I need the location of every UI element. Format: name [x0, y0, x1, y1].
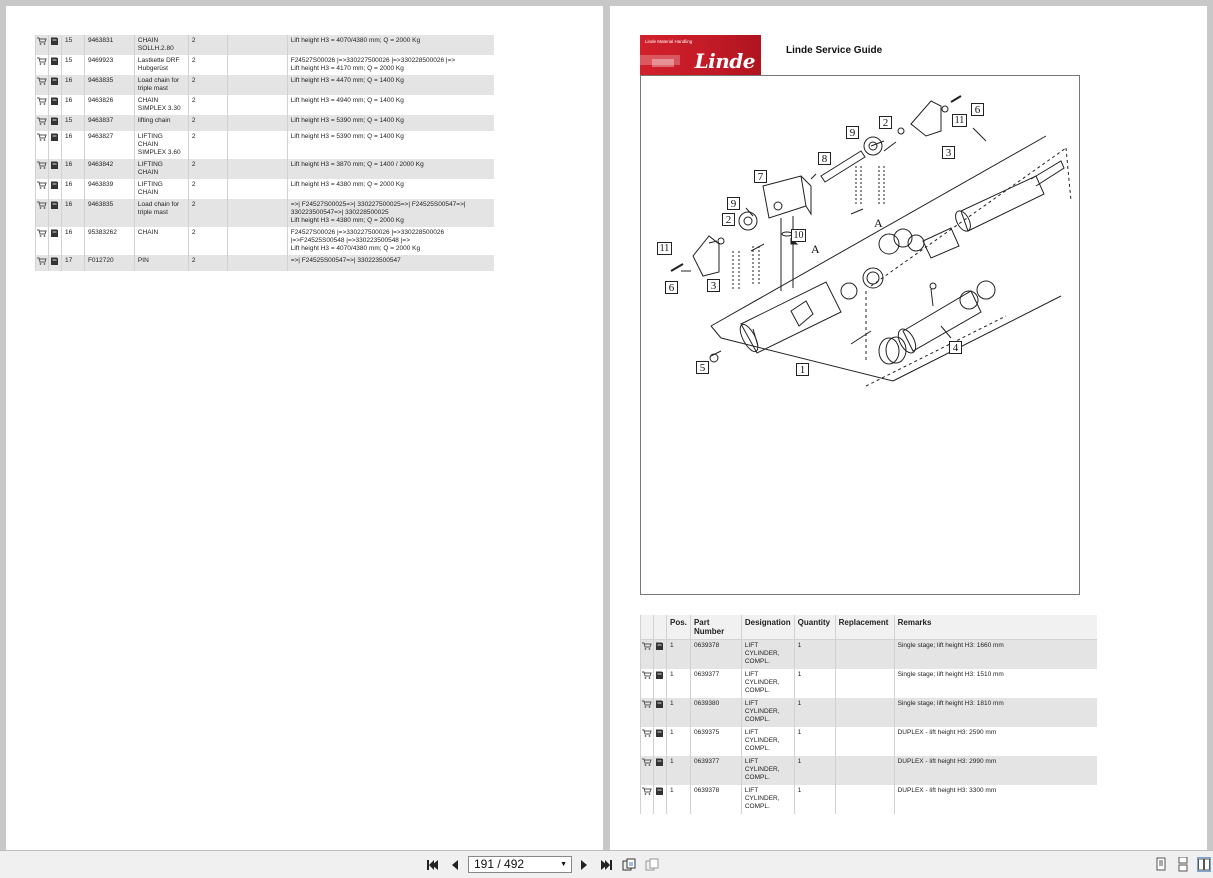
part-number-cell: 9463831 [84, 35, 134, 55]
book-cell [654, 669, 667, 698]
quantity-cell: 1 [794, 785, 835, 814]
remarks-cell-line: Lift height H3 = 4070/4380 mm; Q = 2000 Kg [290, 37, 421, 44]
designation-cell-line: LIFT [744, 786, 759, 794]
designation-cell [134, 255, 188, 271]
quantity-cell: 2 [188, 131, 227, 159]
designation-cell [134, 131, 188, 159]
pos-cell: 16 [61, 179, 84, 199]
pos-cell: 17 [61, 255, 84, 271]
quantity-cell: 2 [188, 159, 227, 179]
designation-cell-line: CYLINDER, [744, 794, 780, 802]
book-icon[interactable] [50, 181, 59, 190]
table-row [36, 75, 495, 95]
quantity-cell: 1 [794, 669, 835, 698]
remarks-cell-line: Lift height H3 = 4070/4380 mm; Q = 2000 Kg [290, 245, 421, 252]
designation-cell-line: COMPL. [744, 744, 770, 752]
table-row [36, 35, 495, 55]
add-to-cart-icon[interactable] [37, 133, 47, 141]
cart-cell [641, 785, 654, 814]
designation-cell-line: LIFTING [137, 181, 163, 188]
book-cell [49, 35, 62, 55]
book-cell [49, 255, 62, 271]
add-to-cart-icon[interactable] [642, 758, 652, 766]
designation-cell-line: SIMPLEX 3.60 [137, 149, 181, 156]
designation-cell-line: CHAIN [137, 169, 159, 176]
add-to-cart-icon[interactable] [37, 229, 47, 237]
cart-cell [36, 159, 49, 179]
table-row [36, 159, 495, 179]
right-page [610, 6, 1207, 850]
designation-cell-line: LIFT [744, 728, 759, 736]
designation-cell-line: Lastkette DRF [137, 57, 180, 64]
table-row [641, 698, 1098, 727]
remarks-cell-line: Lift height H3 = 5390 mm; Q = 1400 Kg [290, 117, 404, 124]
remarks-cell: DUPLEX - lift height H3: 2590 mm [894, 727, 1097, 756]
book-icon[interactable] [655, 787, 664, 796]
book-cell [654, 785, 667, 814]
remarks-cell-line: Lift height H3 = 3870 mm; Q = 1400 / 2000 Kg [290, 161, 424, 168]
pos-cell: 16 [61, 199, 84, 227]
book-cell [49, 179, 62, 199]
table-row [36, 131, 495, 159]
header-pos: Pos. [666, 615, 690, 640]
callout-8: 8 [818, 152, 831, 165]
replacement-cell [227, 199, 287, 227]
designation-cell-line: CHAIN [137, 229, 159, 236]
designation-cell-line: LIFT [744, 670, 759, 678]
pos-cell: 15 [61, 115, 84, 131]
designation-cell-line: LIFTING [137, 133, 163, 140]
book-icon[interactable] [655, 671, 664, 680]
remarks-cell: Single stage; lift height H3: 1510 mm [894, 669, 1097, 698]
designation-cell [741, 698, 794, 727]
cart-cell [36, 179, 49, 199]
header-cart [641, 615, 654, 640]
pos-cell: 15 [61, 55, 84, 75]
table-row [641, 727, 1098, 756]
book-cell [654, 756, 667, 785]
parts-table-continued [35, 35, 494, 271]
book-cell [654, 727, 667, 756]
add-to-cart-icon[interactable] [642, 642, 652, 650]
replacement-cell [227, 95, 287, 115]
table-row [641, 785, 1098, 814]
designation-cell [134, 115, 188, 131]
book-icon[interactable] [655, 700, 664, 709]
book-icon[interactable] [50, 97, 59, 106]
remarks-cell-line: Lift height H3 = 4940 mm; Q = 1400 Kg [290, 97, 404, 104]
remarks-cell [287, 115, 494, 131]
add-to-cart-icon[interactable] [642, 671, 652, 679]
designation-cell-line: Load chain for [137, 201, 180, 208]
replacement-cell [835, 785, 894, 814]
book-icon[interactable] [50, 161, 59, 170]
cart-cell [36, 95, 49, 115]
book-cell [49, 115, 62, 131]
designation-cell [134, 95, 188, 115]
header-designation: Designation [741, 615, 794, 640]
add-to-cart-icon[interactable] [37, 97, 47, 105]
book-icon[interactable] [50, 37, 59, 46]
fit-page-icon[interactable] [622, 858, 636, 872]
replacement-cell [227, 159, 287, 179]
add-to-cart-icon[interactable] [642, 729, 652, 737]
part-number-cell: 0639378 [690, 785, 741, 814]
book-icon[interactable] [655, 642, 664, 651]
quantity-cell: 1 [794, 698, 835, 727]
remarks-cell-line: |=>F24525S00548 |=>330223500548 |=> [290, 237, 411, 244]
quantity-cell: 1 [794, 640, 835, 669]
quantity-cell: 2 [188, 75, 227, 95]
quantity-cell: 2 [188, 179, 227, 199]
table-header-row [641, 615, 1098, 640]
book-icon[interactable] [50, 201, 59, 210]
table-row [36, 179, 495, 199]
pos-cell: 16 [61, 131, 84, 159]
cart-cell [641, 698, 654, 727]
remarks-cell-line: Lift height H3 = 4380 mm; Q = 2000 Kg [290, 181, 404, 188]
table-row [641, 756, 1098, 785]
replacement-cell [835, 669, 894, 698]
designation-cell-line: triple mast [137, 85, 168, 92]
pos-cell: 1 [666, 727, 690, 756]
designation-cell-line: CHAIN [137, 37, 159, 44]
designation-cell [134, 227, 188, 255]
designation-cell [741, 756, 794, 785]
cart-cell [36, 255, 49, 271]
callout-6b: 6 [665, 281, 678, 294]
designation-cell-line: PIN [137, 257, 149, 264]
page-title: Linde Service Guide [786, 45, 883, 56]
designation-cell-line: SOLLH.2.80 [137, 45, 174, 52]
remarks-cell [287, 227, 494, 255]
callout-9b: 9 [727, 197, 740, 210]
header-part-number: Part Number [690, 615, 741, 640]
replacement-cell [835, 727, 894, 756]
cart-cell [36, 35, 49, 55]
replacement-cell [835, 698, 894, 727]
designation-cell [134, 199, 188, 227]
remarks-cell: Single stage; lift height H3: 1810 mm [894, 698, 1097, 727]
logo-subtitle: Linde Material Handling [645, 39, 693, 44]
part-number-cell: F012720 [84, 255, 134, 271]
part-number-cell: 0639375 [690, 727, 741, 756]
header-replacement: Replacement [835, 615, 894, 640]
remarks-cell-line: 330223500547=>| 330228500025 [290, 209, 389, 216]
callout-6: 6 [971, 103, 984, 116]
replacement-cell [227, 55, 287, 75]
designation-cell-line: LIFT [744, 757, 759, 765]
designation-cell-line: Hubgerüst [137, 65, 168, 72]
first-page-icon[interactable] [425, 858, 439, 872]
designation-cell-line: CYLINDER, [744, 765, 780, 773]
table-row [36, 55, 495, 75]
detail-label-a-arrow: A [811, 242, 820, 256]
remarks-cell [287, 55, 494, 75]
designation-cell-line: COMPL. [744, 658, 770, 665]
linde-logo [640, 35, 761, 76]
callout-3b: 3 [707, 279, 720, 292]
part-number-cell: 9463839 [84, 179, 134, 199]
pos-cell: 16 [61, 75, 84, 95]
remarks-cell: DUPLEX - lift height H3: 2990 mm [894, 756, 1097, 785]
remarks-cell-line: Lift height H3 = 4470 mm; Q = 1400 Kg [290, 77, 404, 84]
callout-3: 3 [942, 146, 955, 159]
callout-1: 1 [796, 363, 809, 376]
callout-9: 9 [846, 126, 859, 139]
callout-2: 2 [879, 116, 892, 129]
remarks-cell-line: =>| F24527S00025=>| 330227500025=>| F24525S00547=>| [290, 201, 466, 208]
pos-cell: 16 [61, 95, 84, 115]
designation-cell-line: CHAIN [137, 97, 159, 104]
book-icon[interactable] [50, 57, 59, 66]
book-icon[interactable] [655, 729, 664, 738]
add-to-cart-icon[interactable] [37, 181, 47, 189]
designation-cell-line: COMPL. [744, 773, 770, 781]
replacement-cell [835, 640, 894, 669]
add-to-cart-icon[interactable] [642, 700, 652, 708]
callout-2b: 2 [722, 213, 735, 226]
cart-cell [36, 227, 49, 255]
designation-cell-line: LIFT [744, 642, 759, 649]
pos-cell: 1 [666, 640, 690, 669]
cart-cell [36, 75, 49, 95]
replacement-cell [227, 255, 287, 271]
pos-cell: 16 [61, 159, 84, 179]
replacement-cell [227, 179, 287, 199]
cart-cell [641, 727, 654, 756]
add-to-cart-icon[interactable] [642, 787, 652, 795]
page-number-input[interactable] [468, 856, 572, 873]
remarks-cell [287, 255, 494, 271]
book-icon[interactable] [655, 758, 664, 767]
table-row [36, 199, 495, 227]
table-row [36, 227, 495, 255]
designation-cell [134, 75, 188, 95]
cart-cell [36, 55, 49, 75]
remarks-cell [287, 35, 494, 55]
prev-page-icon[interactable] [448, 858, 462, 872]
callout-11b: 11 [657, 242, 672, 255]
add-to-cart-icon[interactable] [37, 57, 47, 65]
remarks-cell: Single stage; lift height H3: 1660 mm [894, 640, 1097, 669]
parts-table [640, 615, 1097, 814]
part-number-cell: 0639378 [690, 640, 741, 669]
book-icon[interactable] [50, 257, 59, 266]
callout-5: 5 [696, 361, 709, 374]
detail-label-a: A [874, 216, 883, 230]
designation-cell-line: CHAIN [137, 141, 159, 148]
quantity-cell: 1 [794, 756, 835, 785]
exploded-parts-diagram [640, 75, 1080, 595]
book-cell [49, 159, 62, 179]
part-number-cell: 9463827 [84, 131, 134, 159]
remarks-cell [287, 179, 494, 199]
remarks-cell [287, 131, 494, 159]
book-cell [49, 55, 62, 75]
cart-cell [641, 756, 654, 785]
book-cell [49, 227, 62, 255]
part-number-cell: 0639380 [690, 698, 741, 727]
table-row [36, 255, 495, 271]
remarks-cell [287, 75, 494, 95]
diagram-drawing [641, 76, 1081, 596]
quantity-cell: 2 [188, 35, 227, 55]
book-icon[interactable] [50, 77, 59, 86]
part-number-cell: 9463835 [84, 199, 134, 227]
quantity-cell: 2 [188, 255, 227, 271]
quantity-cell: 2 [188, 55, 227, 75]
table-row [641, 640, 1098, 669]
designation-cell-line: triple mast [137, 209, 168, 216]
quantity-cell: 2 [188, 227, 227, 255]
designation-cell [134, 179, 188, 199]
table-row [36, 115, 495, 131]
header-remarks: Remarks [894, 615, 1097, 640]
logo-text: Linde [694, 49, 755, 73]
add-to-cart-icon[interactable] [37, 77, 47, 85]
add-to-cart-icon[interactable] [37, 161, 47, 169]
next-page-icon[interactable] [577, 858, 591, 872]
cart-cell [641, 640, 654, 669]
left-page [6, 6, 603, 850]
book-cell [49, 75, 62, 95]
add-to-cart-icon[interactable] [37, 257, 47, 265]
remarks-cell-line: Lift height H3 = 4380 mm; Q = 2000 Kg [290, 217, 404, 224]
pos-cell: 1 [666, 698, 690, 727]
designation-cell [134, 55, 188, 75]
designation-cell-line: LIFTING [137, 161, 163, 168]
page-indicator: 191 / 492 [474, 857, 525, 871]
replacement-cell [227, 75, 287, 95]
remarks-cell-line: F24527S00026 |=>330227500026 |=>330228500026 [290, 229, 445, 236]
remarks-cell: DUPLEX - lift height H3: 3300 mm [894, 785, 1097, 814]
table-row [641, 669, 1098, 698]
part-number-cell: 9463826 [84, 95, 134, 115]
callout-11: 11 [952, 114, 967, 127]
remarks-cell [287, 159, 494, 179]
designation-cell [741, 727, 794, 756]
designation-cell-line: CYLINDER, [744, 736, 780, 744]
designation-cell-line: CYLINDER, [744, 707, 780, 715]
designation-cell-line: CHAIN [137, 189, 159, 196]
replacement-cell [227, 227, 287, 255]
designation-cell-line: COMPL. [744, 686, 770, 694]
cart-cell [36, 115, 49, 131]
part-number-cell: 9463837 [84, 115, 134, 131]
pos-cell: 1 [666, 785, 690, 814]
table-row [36, 95, 495, 115]
cart-cell [641, 669, 654, 698]
designation-cell-line: Load chain for [137, 77, 180, 84]
continuous-view-icon[interactable] [1176, 857, 1190, 872]
book-cell [49, 95, 62, 115]
remarks-cell [287, 95, 494, 115]
part-number-cell: 0639377 [690, 756, 741, 785]
replacement-cell [835, 756, 894, 785]
book-icon[interactable] [50, 133, 59, 142]
book-cell [49, 131, 62, 159]
designation-cell [741, 785, 794, 814]
last-page-icon[interactable] [600, 858, 614, 872]
add-to-cart-icon[interactable] [37, 117, 47, 125]
quantity-cell: 1 [794, 727, 835, 756]
replacement-cell [227, 115, 287, 131]
callout-7: 7 [754, 170, 767, 183]
book-cell [49, 199, 62, 227]
replacement-cell [227, 131, 287, 159]
pdf-viewer-toolbar [0, 850, 1213, 878]
add-to-cart-icon[interactable] [37, 37, 47, 45]
remarks-cell-line: Lift height H3 = 4170 mm; Q = 2000 Kg [290, 65, 404, 72]
remarks-cell-line: F24527S00026 |=>330227500026 |=>330228500026 |=> [290, 57, 456, 64]
single-page-view-icon[interactable] [1154, 857, 1168, 872]
designation-cell-line: COMPL. [744, 802, 770, 810]
designation-cell-line: SIMPLEX 3.30 [137, 105, 181, 112]
pos-cell: 16 [61, 227, 84, 255]
designation-cell-line: CYLINDER, [744, 678, 780, 686]
callout-10: 10 [791, 229, 806, 242]
designation-cell [134, 35, 188, 55]
dropdown-icon[interactable]: ▼ [560, 861, 567, 868]
remarks-cell-line: Lift height H3 = 5390 mm; Q = 1400 Kg [290, 133, 404, 140]
remarks-cell [287, 199, 494, 227]
part-number-cell: 0639377 [690, 669, 741, 698]
two-page-view-icon[interactable] [1197, 857, 1211, 872]
header-book [654, 615, 667, 640]
book-icon[interactable] [50, 229, 59, 238]
designation-cell-line: lifting chain [137, 117, 171, 124]
designation-cell-line: COMPL. [744, 715, 770, 723]
part-number-cell: 9463835 [84, 75, 134, 95]
quantity-cell: 2 [188, 95, 227, 115]
pos-cell: 1 [666, 756, 690, 785]
designation-cell [134, 159, 188, 179]
callout-4: 4 [949, 341, 962, 354]
designation-cell [741, 669, 794, 698]
remarks-cell-line: =>| F24525S00547=>| 330223500547 [290, 257, 401, 264]
book-cell [654, 640, 667, 669]
quantity-cell: 2 [188, 115, 227, 131]
add-to-cart-icon[interactable] [37, 201, 47, 209]
part-number-cell: 9469923 [84, 55, 134, 75]
pos-cell: 1 [666, 669, 690, 698]
cart-cell [36, 131, 49, 159]
fit-width-icon[interactable] [645, 858, 659, 872]
cart-cell [36, 199, 49, 227]
replacement-cell [227, 35, 287, 55]
quantity-cell: 2 [188, 199, 227, 227]
part-number-cell: 95383262 [84, 227, 134, 255]
book-cell [654, 698, 667, 727]
part-number-cell: 9463842 [84, 159, 134, 179]
designation-cell-line: CYLINDER, [744, 650, 780, 657]
book-icon[interactable] [50, 117, 59, 126]
designation-cell [741, 640, 794, 669]
pos-cell: 15 [61, 35, 84, 55]
header-quantity: Quantity [794, 615, 835, 640]
designation-cell-line: LIFT [744, 699, 759, 707]
